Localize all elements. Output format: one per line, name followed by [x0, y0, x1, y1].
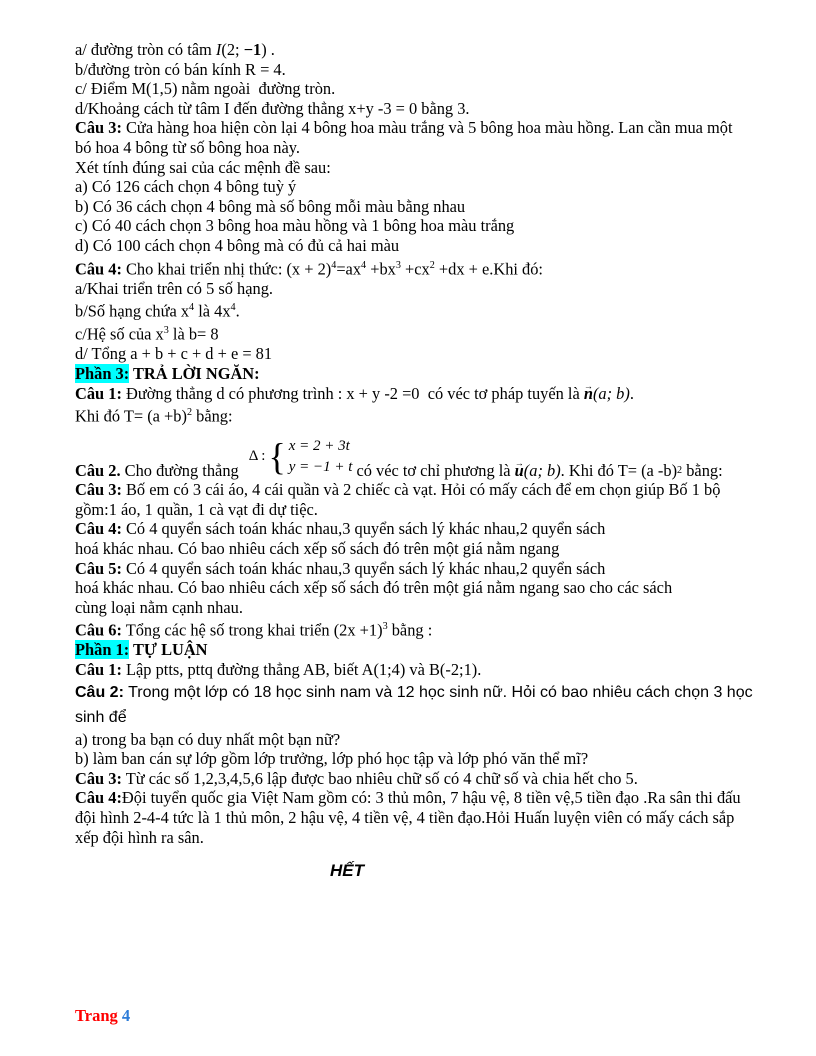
text-run: Lập ptts, pttq đường thẳng AB, biết A(1;4) và B(-2;1).	[121, 659, 482, 679]
text-line	[75, 344, 778, 364]
text-run: 2	[677, 464, 683, 476]
text-run: Phần 1:	[75, 640, 130, 660]
text-line	[75, 216, 778, 236]
text-run: cùng loại nằm cạnh nhau.	[75, 597, 243, 617]
text-line	[75, 828, 778, 848]
text-run: 2	[429, 259, 435, 271]
text-line	[75, 598, 778, 618]
text-run: 4	[361, 259, 367, 271]
text-run: Phần 3:	[75, 363, 130, 383]
text-line	[75, 426, 778, 480]
text-run: (2;	[221, 40, 244, 59]
text-run: −1	[243, 40, 262, 59]
end-marker	[75, 861, 778, 881]
text-run: 4	[189, 302, 195, 314]
text-run: Tổng các hệ số trong khai triển (2x +1)	[121, 620, 383, 640]
text-run: là b= 8	[168, 324, 219, 344]
text-run: d/Khoảng cách từ tâm I đến đường thẳng x+y -3 = 0 bằng 3.	[75, 98, 470, 118]
text-run: a/ đường tròn có tâm	[75, 40, 216, 59]
text-run: bằng :	[387, 620, 433, 640]
text-run: Có 4 quyển sách toán khác nhau,3 quyển sách lý khác nhau,2 quyển sách	[121, 519, 606, 539]
text-run: .	[629, 383, 634, 403]
delta-symbol: Δ :	[248, 448, 266, 465]
text-run: Đội tuyển quốc gia Việt Nam gồm có: 3 thủ môn, 7 hậu vệ, 8 tiền vệ,5 tiền đạo .Ra sân thi đấu	[121, 788, 741, 808]
text-line	[75, 99, 778, 119]
text-run: I	[215, 40, 222, 59]
text-run: Trong một lớp có 18 học sinh nam và 12 học sinh nữ. Hỏi có bao nhiêu cách chọn 3 học	[123, 683, 753, 701]
text-run: c/ Điểm M(1,5) nằm ngoài đường tròn.	[75, 79, 336, 99]
text-line	[75, 617, 778, 640]
text-line	[75, 197, 778, 217]
text-line	[75, 680, 778, 705]
text-line	[75, 298, 778, 321]
text-run: 4	[331, 259, 337, 271]
text-line	[75, 118, 778, 138]
text-run: Câu 4:	[75, 519, 122, 539]
text-line	[75, 749, 778, 769]
text-run: b) làm ban cán sự lớp gồm lớp trưởng, lớp phó học tập và lớp phó văn thể mĩ?	[75, 749, 589, 769]
text-line	[75, 808, 778, 828]
text-line	[75, 256, 778, 279]
text-line	[75, 578, 778, 598]
text-line	[75, 177, 778, 197]
page-footer	[75, 1006, 130, 1026]
text-run: Câu 5:	[75, 558, 122, 578]
text-line	[75, 321, 778, 344]
text-run: Câu 6:	[75, 620, 122, 640]
footer-page-number: 4	[121, 1006, 131, 1025]
text-line	[75, 79, 778, 99]
text-line	[75, 158, 778, 178]
text-line	[75, 500, 778, 520]
text-run: a) Có 126 cách chọn 4 bông tuỳ ý	[75, 177, 297, 197]
text-run: Câu 3:	[75, 480, 122, 500]
text-run: =ax	[336, 259, 362, 278]
text-run: +dx + e.Khi đó:	[434, 259, 543, 278]
text-run: HẾT	[330, 861, 364, 881]
text-run: (a; b)	[523, 460, 561, 480]
text-run: . Khi đó T= (a -b)	[560, 460, 678, 480]
text-run: Đường thẳng d có phương trình : x + y -2 =0 có véc tơ pháp tuyến là	[121, 383, 584, 403]
text-run: ) .	[261, 40, 275, 59]
text-run: 3	[395, 259, 401, 271]
text-run: Khi đó T= (a +b)	[75, 406, 187, 426]
text-run: bằng:	[192, 406, 233, 426]
text-run: Câu 1:	[75, 383, 122, 403]
text-run: Câu 4:	[75, 788, 122, 808]
text-line	[75, 364, 778, 384]
text-run: c/Hệ số của x	[75, 324, 164, 344]
text-run: 2	[186, 407, 193, 419]
text-run: Cho khai triển nhị thức: (x + 2)	[121, 259, 332, 278]
text-line	[75, 40, 778, 60]
text-run: gồm:1 áo, 1 quần, 1 cà vạt đi dự tiệc.	[75, 499, 318, 519]
text-line	[75, 705, 778, 730]
text-run: là 4x	[194, 301, 231, 321]
text-line	[75, 788, 778, 808]
text-run: 3	[163, 325, 169, 337]
text-run: có véc tơ chỉ phương là	[356, 460, 515, 480]
text-run: b/đường tròn có bán kính R = 4.	[75, 59, 286, 79]
text-run: Xét tính đúng sai của các mệnh đề sau:	[75, 157, 331, 177]
text-run: a/Khai triển trên có 5 số hạng.	[75, 278, 273, 298]
text-run: TỰ LUẬN	[129, 640, 208, 660]
text-run: d) Có 100 cách chọn 4 bông mà có đủ cả hai màu	[75, 235, 400, 255]
equation: x = 2 + 3t	[288, 438, 350, 455]
text-run: Từ các số 1,2,3,4,5,6 lập được bao nhiêu chữ số có 4 chữ số và chia hết cho 5.	[121, 768, 638, 788]
text-run: Bố em có 3 cái áo, 4 cái quần và 2 chiếc cà vạt. Hỏi có mấy cách để em chọn giúp Bố 1 bộ	[121, 480, 721, 500]
text-run: Có 4 quyển sách toán khác nhau,3 quyển sách lý khác nhau,2 quyển sách	[121, 558, 606, 578]
text-run: (a; b)	[592, 383, 630, 403]
text-line	[75, 730, 778, 750]
text-run: Câu 4:	[75, 259, 122, 278]
text-line	[75, 279, 778, 299]
text-line	[75, 236, 778, 256]
text-run: đội hình 2-4-4 tức là 1 thủ môn, 2 hậu vệ, 4 tiền vệ, 4 tiền đạo.Hỏi Huấn luyện viên có mấy cách sắp	[75, 807, 735, 827]
text-line	[75, 403, 778, 426]
text-line	[75, 519, 778, 539]
text-run: Câu 2.	[75, 460, 121, 480]
text-line	[75, 539, 778, 559]
text-run: a) trong ba bạn có duy nhất một bạn nữ?	[75, 729, 341, 749]
text-line	[75, 640, 778, 660]
text-run: sinh để	[75, 708, 127, 726]
text-run: b/Số hạng chứa x	[75, 301, 190, 321]
text-run: Cửa hàng hoa hiện còn lại 4 bông hoa màu trắng và 5 bông hoa màu hồng. Lan cần mua một	[121, 118, 733, 138]
text-run: bó hoa 4 bông từ số bông hoa này.	[75, 137, 300, 157]
brace-glyph: {	[268, 436, 286, 479]
text-run: b) Có 36 cách chọn 4 bông mà số bông mỗi màu bằng nhau	[75, 196, 466, 216]
text-run: TRẢ LỜI NGĂN:	[129, 363, 260, 383]
text-line	[75, 60, 778, 80]
text-run: Câu 2:	[75, 683, 124, 701]
vector-symbol: u →	[515, 461, 524, 481]
text-line	[75, 138, 778, 158]
text-line	[75, 480, 778, 500]
text-run: .	[235, 301, 240, 321]
equation: y = −1 + t	[288, 459, 353, 476]
text-run: Cho đường thẳng	[120, 460, 239, 480]
footer-label: Trang	[75, 1006, 118, 1025]
text-line	[75, 769, 778, 789]
text-run: Câu 3:	[75, 118, 122, 138]
equation-stack	[286, 436, 353, 478]
text-run: xếp đội hình ra sân.	[75, 827, 204, 847]
vector-symbol: n →	[584, 384, 593, 404]
text-line	[75, 660, 778, 680]
text-run: +bx	[366, 259, 396, 278]
text-run: Câu 3:	[75, 768, 122, 788]
text-run: hoá khác nhau. Có bao nhiêu cách xếp số sách đó trên một giá nằm ngang	[75, 538, 560, 558]
text-line	[75, 559, 778, 579]
text-run: 3	[382, 621, 388, 633]
text-run: c) Có 40 cách chọn 3 bông hoa màu hồng và 1 bông hoa màu trắng	[75, 216, 515, 236]
text-run: bằng:	[682, 460, 723, 480]
text-run: +cx	[400, 259, 430, 278]
text-run: 4	[230, 302, 236, 314]
text-run: d/ Tổng a + b + c + d + e = 81	[75, 344, 273, 364]
equation-system	[249, 436, 353, 478]
text-run: hoá khác nhau. Có bao nhiêu cách xếp số sách đó trên một giá nằm ngang sao cho các sách	[75, 578, 673, 598]
text-line	[75, 384, 778, 404]
text-run: Câu 1:	[75, 659, 122, 679]
